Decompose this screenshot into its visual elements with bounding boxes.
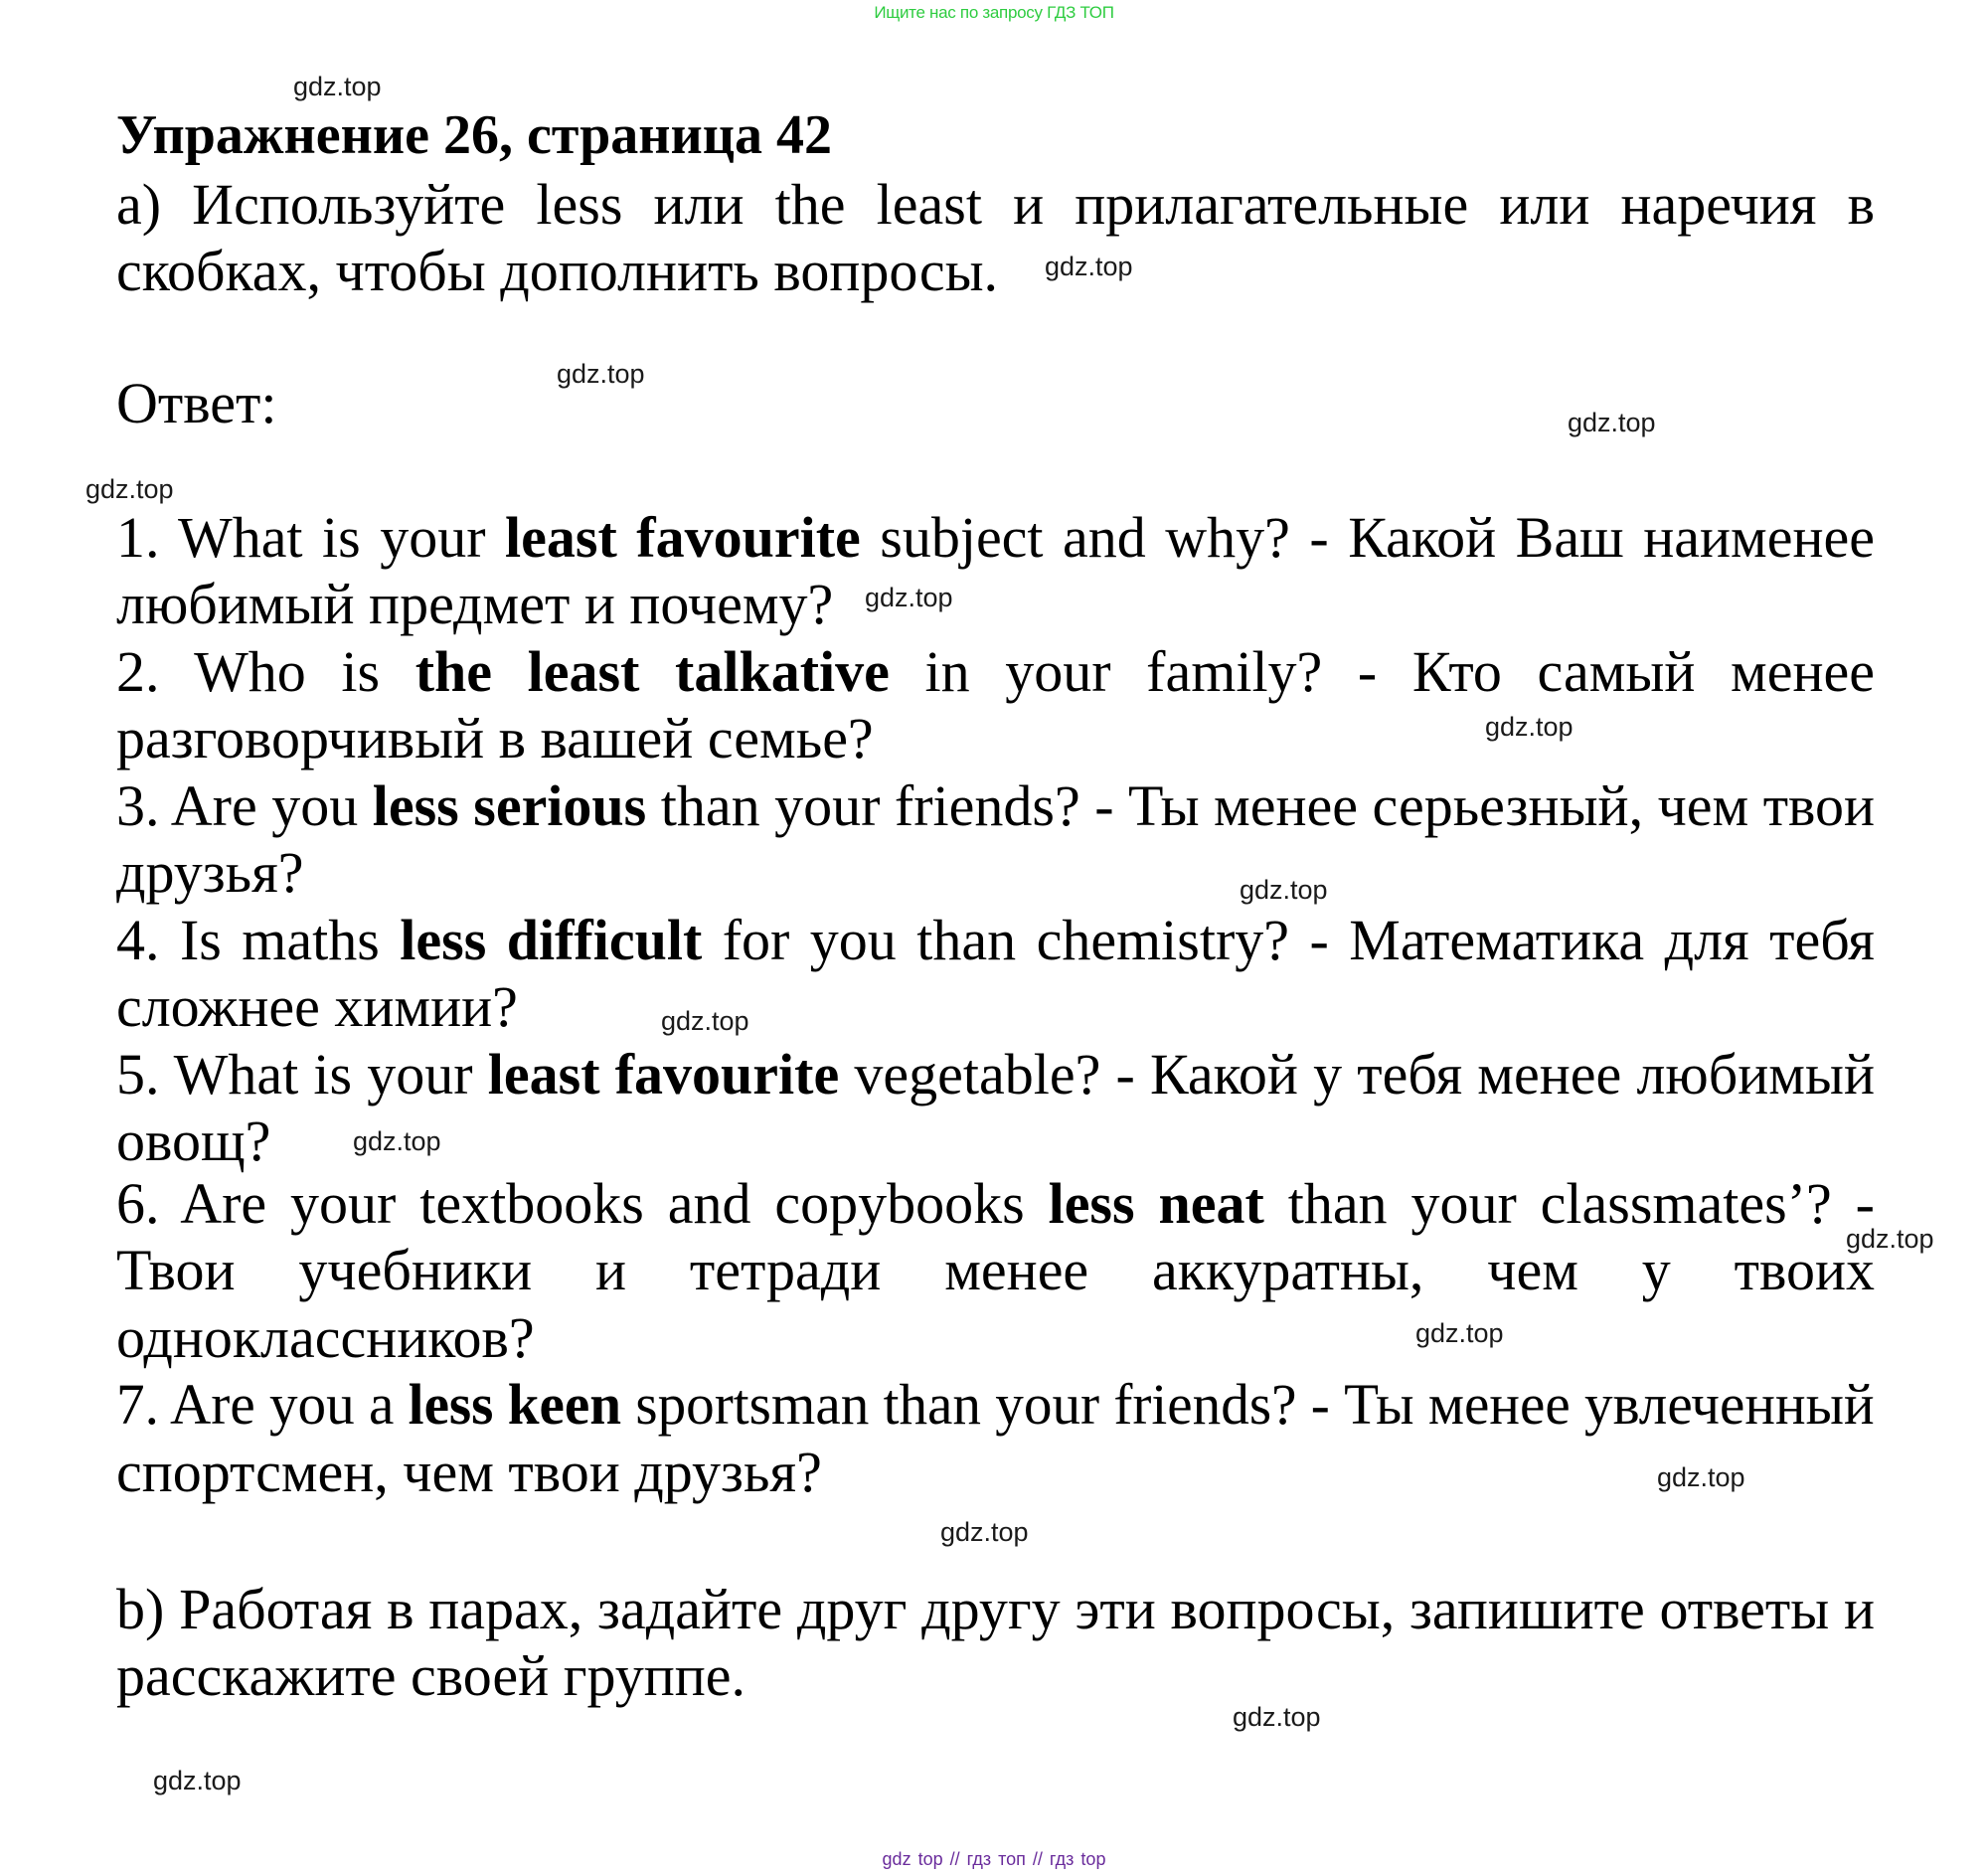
- answer-3-line-2: друзья?: [116, 840, 304, 905]
- answer-text: 4. Is maths: [116, 908, 401, 972]
- answer-highlight: less difficult: [400, 908, 703, 972]
- watermark: gdz.top: [1045, 252, 1133, 281]
- answer-7-line-1: [116, 1371, 1875, 1438]
- task-b-line-2: расскажите своей группе.: [116, 1643, 746, 1708]
- answer-text: 6. Are your textbooks and copybooks: [116, 1171, 1049, 1236]
- answer-6-line-3: одноклассников?: [116, 1305, 535, 1370]
- watermark: gdz.top: [1657, 1462, 1745, 1492]
- watermark: gdz.top: [1485, 712, 1574, 742]
- answer-4-line-1: [116, 907, 1875, 973]
- watermark: gdz.top: [940, 1517, 1029, 1547]
- footer-banner: gdz top // гдз топ // гдз top: [882, 1849, 1106, 1869]
- answer-text: in your family? - Кто самый менее: [889, 639, 1876, 704]
- answer-4-line-2: сложнее химии?: [116, 974, 518, 1039]
- answer-text: 1. What is your: [116, 505, 506, 570]
- answer-text: sportsman than your friends? - Ты менее увлеченный: [621, 1372, 1875, 1437]
- answer-text: 2. Who is: [116, 639, 415, 704]
- watermark: gdz.top: [293, 72, 382, 101]
- answer-text: vegetable? - Какой у тебя менее любимый: [839, 1042, 1875, 1107]
- watermark: gdz.top: [1568, 408, 1656, 437]
- watermark: gdz.top: [1233, 1702, 1321, 1732]
- watermark: gdz.top: [865, 583, 953, 612]
- answer-5-line-1: [116, 1041, 1875, 1108]
- watermark: gdz.top: [557, 359, 645, 389]
- watermark: gdz.top: [85, 474, 174, 504]
- task-a-line-1: а) Используйте less или the least и прилагательные или наречия в: [116, 172, 1875, 237]
- answer-highlight: less keen: [408, 1372, 622, 1437]
- answer-1-line-2: любимый предмет и почему?: [116, 572, 834, 636]
- answer-text: than your friends? - Ты менее серьезный, чем твои: [646, 773, 1876, 838]
- answer-7-line-2: спортсмен, чем твои друзья?: [116, 1440, 822, 1504]
- answer-label: Ответ:: [116, 371, 277, 435]
- answer-text: subject and why? - Какой Ваш наименее: [860, 505, 1876, 570]
- answer-3-line-1: [116, 772, 1875, 839]
- task-a-line-2: скобках, чтобы дополнить вопросы.: [116, 239, 999, 303]
- watermark: gdz.top: [661, 1006, 749, 1036]
- answer-text: 5. What is your: [116, 1042, 488, 1107]
- answer-6-line-2: Твои учебники и тетради менее аккуратны, чем у твоих: [116, 1238, 1875, 1302]
- watermark: gdz.top: [1240, 875, 1328, 905]
- answer-text: for you than chemistry? - Математика для тебя: [702, 908, 1875, 972]
- answer-highlight: the least talkative: [414, 639, 890, 704]
- answer-highlight: less neat: [1048, 1171, 1264, 1236]
- watermark: gdz.top: [1846, 1224, 1934, 1254]
- answer-highlight: least favourite: [505, 505, 861, 570]
- answer-text: 7. Are you a: [116, 1372, 409, 1437]
- page-title: Упражнение 26, страница 42: [116, 104, 833, 166]
- search-hint-banner: Ищите нас по запросу ГДЗ ТОП: [874, 3, 1114, 22]
- watermark: gdz.top: [153, 1766, 242, 1795]
- answer-highlight: least favourite: [487, 1042, 840, 1107]
- answer-1-line-1: [116, 504, 1875, 571]
- answer-highlight: less serious: [372, 773, 647, 838]
- answer-2-line-1: [116, 638, 1875, 705]
- task-b-line-1: b) Работая в парах, задайте друг другу эти вопросы, запишите ответы и: [116, 1577, 1875, 1641]
- watermark: gdz.top: [353, 1126, 441, 1156]
- answer-text: than your classmates’? -: [1263, 1171, 1875, 1236]
- answer-2-line-2: разговорчивый в вашей семье?: [116, 706, 874, 770]
- answer-6-line-1: [116, 1170, 1875, 1237]
- answer-text: 3. Are you: [116, 773, 373, 838]
- watermark: gdz.top: [1415, 1318, 1504, 1348]
- answer-5-line-2: овощ?: [116, 1109, 271, 1173]
